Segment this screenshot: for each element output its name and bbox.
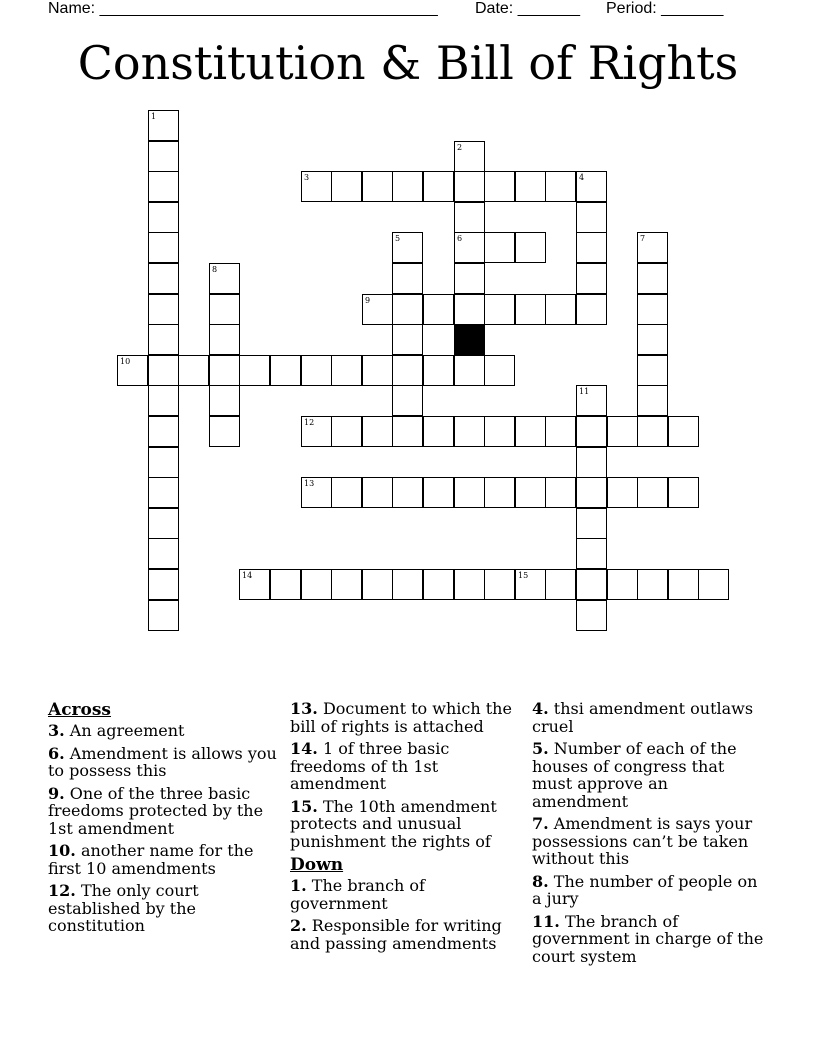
clue-number: 5. bbox=[532, 739, 549, 758]
crossword-cell[interactable] bbox=[392, 355, 423, 386]
cell-number: 5 bbox=[395, 234, 401, 243]
clues-column-3 bbox=[532, 700, 768, 970]
crossword-cell[interactable] bbox=[545, 294, 576, 325]
crossword-cell[interactable] bbox=[576, 477, 607, 508]
crossword-black-cell bbox=[454, 324, 485, 355]
crossword-cell[interactable] bbox=[331, 416, 362, 447]
crossword-cell[interactable] bbox=[637, 324, 668, 355]
crossword-cell[interactable] bbox=[362, 477, 393, 508]
crossword-cell[interactable] bbox=[148, 324, 179, 355]
clue-number: 6. bbox=[48, 743, 65, 763]
clues-column-2 bbox=[290, 700, 526, 957]
crossword-cell[interactable] bbox=[454, 171, 485, 202]
crossword-cell[interactable] bbox=[209, 263, 240, 294]
clue-down-4 bbox=[532, 700, 768, 735]
crossword-cell[interactable] bbox=[148, 600, 179, 631]
crossword-cell[interactable] bbox=[454, 232, 485, 263]
clue-number: 2. bbox=[290, 916, 307, 935]
crossword-cell[interactable] bbox=[148, 508, 179, 539]
cell-number: 9 bbox=[365, 296, 371, 305]
crossword-cell[interactable] bbox=[209, 416, 240, 447]
crossword-cell[interactable] bbox=[148, 355, 179, 386]
clue-number: 4. bbox=[532, 699, 549, 718]
crossword-cell[interactable] bbox=[178, 355, 209, 386]
crossword-cell[interactable] bbox=[392, 232, 423, 263]
clue-text: Document to which the bill of rights is attached bbox=[290, 699, 512, 736]
clue-number: 10. bbox=[48, 841, 76, 860]
clue-down-1 bbox=[290, 877, 526, 912]
cell-number: 2 bbox=[457, 143, 463, 152]
clue-number: 7. bbox=[532, 814, 549, 833]
clue-text: The 10th amendment protects and unusual punishment the rights of bbox=[290, 796, 497, 851]
crossword-cell[interactable] bbox=[515, 171, 546, 202]
date-field[interactable]: Date: _______ bbox=[475, 0, 580, 17]
crossword-cell[interactable] bbox=[607, 569, 638, 600]
crossword-cell[interactable] bbox=[392, 569, 423, 600]
cell-number: 11 bbox=[579, 387, 590, 396]
crossword-cell[interactable] bbox=[576, 508, 607, 539]
crossword-cell[interactable] bbox=[331, 477, 362, 508]
clue-across-6 bbox=[48, 745, 284, 780]
crossword-cell[interactable] bbox=[576, 538, 607, 569]
clue-across-9 bbox=[48, 785, 284, 838]
crossword-cell[interactable] bbox=[392, 294, 423, 325]
crossword-cell[interactable] bbox=[148, 110, 179, 141]
clue-across-12 bbox=[48, 882, 284, 935]
crossword-cell[interactable] bbox=[637, 477, 668, 508]
cell-number: 13 bbox=[304, 479, 315, 488]
crossword-cell[interactable] bbox=[637, 355, 668, 386]
clue-down-8 bbox=[532, 873, 768, 908]
crossword-cell[interactable] bbox=[392, 477, 423, 508]
crossword-cell[interactable] bbox=[698, 569, 729, 600]
cell-number: 1 bbox=[151, 112, 157, 121]
crossword-cell[interactable] bbox=[209, 324, 240, 355]
crossword-cell[interactable] bbox=[301, 416, 332, 447]
crossword-cell[interactable] bbox=[270, 569, 301, 600]
crossword-cell[interactable] bbox=[301, 171, 332, 202]
crossword-cell[interactable] bbox=[668, 477, 699, 508]
crossword-cell[interactable] bbox=[423, 477, 454, 508]
crossword-cell[interactable] bbox=[576, 416, 607, 447]
clue-text: The branch of government bbox=[290, 876, 425, 913]
crossword-cell[interactable] bbox=[637, 569, 668, 600]
crossword-cell[interactable] bbox=[239, 569, 270, 600]
down-heading: Down bbox=[290, 855, 344, 875]
clue-text: An agreement bbox=[69, 721, 185, 740]
crossword-cell[interactable] bbox=[637, 232, 668, 263]
clue-down-11 bbox=[532, 913, 768, 966]
clues-column-1 bbox=[48, 700, 284, 940]
clue-text: One of the three basic freedoms protected by the 1st amendment bbox=[48, 783, 264, 838]
clue-across-10 bbox=[48, 842, 284, 877]
crossword-cell[interactable] bbox=[637, 263, 668, 294]
name-field[interactable]: Name: ______________________________________ bbox=[48, 0, 438, 17]
clue-number: 1. bbox=[290, 876, 307, 895]
crossword-cell[interactable] bbox=[117, 355, 148, 386]
crossword-cell[interactable] bbox=[331, 569, 362, 600]
crossword-cell[interactable] bbox=[148, 569, 179, 600]
crossword-cell[interactable] bbox=[454, 263, 485, 294]
cell-number: 12 bbox=[304, 418, 315, 427]
crossword-cell[interactable] bbox=[454, 569, 485, 600]
crossword-cell[interactable] bbox=[148, 477, 179, 508]
crossword-cell[interactable] bbox=[362, 171, 393, 202]
crossword-cell[interactable] bbox=[484, 355, 515, 386]
crossword-cell[interactable] bbox=[362, 355, 393, 386]
crossword-cell[interactable] bbox=[484, 294, 515, 325]
cell-number: 10 bbox=[120, 357, 131, 366]
cell-number: 4 bbox=[579, 173, 585, 182]
clue-text: Amendment is allows you to possess this bbox=[48, 743, 277, 780]
cell-number: 3 bbox=[304, 173, 310, 182]
crossword-cell[interactable] bbox=[637, 416, 668, 447]
crossword-cell[interactable] bbox=[545, 569, 576, 600]
crossword-cell[interactable] bbox=[545, 416, 576, 447]
crossword-cell[interactable] bbox=[484, 416, 515, 447]
cell-number: 8 bbox=[212, 265, 218, 274]
crossword-cell[interactable] bbox=[423, 569, 454, 600]
crossword-cell[interactable] bbox=[148, 294, 179, 325]
clue-text: another name for the first 10 amendments bbox=[48, 841, 254, 878]
clue-text: Number of each of the houses of congress that must approve an amendment bbox=[532, 739, 737, 811]
crossword-cell[interactable] bbox=[362, 294, 393, 325]
crossword-cell[interactable] bbox=[607, 416, 638, 447]
crossword-cell[interactable] bbox=[392, 263, 423, 294]
crossword-cell[interactable] bbox=[423, 355, 454, 386]
crossword-cell[interactable] bbox=[331, 355, 362, 386]
crossword-cell[interactable] bbox=[515, 569, 546, 600]
crossword-cell[interactable] bbox=[331, 171, 362, 202]
crossword-cell[interactable] bbox=[148, 538, 179, 569]
crossword-cell[interactable] bbox=[515, 294, 546, 325]
clue-number: 3. bbox=[48, 721, 65, 740]
crossword-cell[interactable] bbox=[423, 171, 454, 202]
clue-text: thsi amendment outlaws cruel bbox=[532, 699, 754, 736]
clue-across-13 bbox=[290, 700, 526, 735]
clue-across-3 bbox=[48, 722, 284, 740]
crossword-cell[interactable] bbox=[515, 232, 546, 263]
crossword-cell[interactable] bbox=[576, 202, 607, 233]
crossword-cell[interactable] bbox=[148, 447, 179, 478]
clue-across-14 bbox=[290, 740, 526, 793]
crossword-cell[interactable] bbox=[301, 569, 332, 600]
clue-text: Responsible for writing and passing amendments bbox=[290, 916, 502, 953]
crossword-cell[interactable] bbox=[148, 141, 179, 172]
crossword-cell[interactable] bbox=[209, 294, 240, 325]
clue-number: 9. bbox=[48, 783, 65, 803]
crossword-cell[interactable] bbox=[454, 141, 485, 172]
clue-text: The branch of government in charge of the court system bbox=[532, 911, 764, 966]
crossword-cell[interactable] bbox=[576, 600, 607, 631]
crossword-cell[interactable] bbox=[515, 477, 546, 508]
cell-number: 6 bbox=[457, 234, 463, 243]
clue-down-5 bbox=[532, 740, 768, 810]
crossword-cell[interactable] bbox=[454, 202, 485, 233]
crossword-cell[interactable] bbox=[484, 171, 515, 202]
crossword-cell[interactable] bbox=[545, 171, 576, 202]
crossword-cell[interactable] bbox=[515, 416, 546, 447]
crossword-cell[interactable] bbox=[637, 294, 668, 325]
crossword-cell[interactable] bbox=[392, 324, 423, 355]
crossword-cell[interactable] bbox=[392, 385, 423, 416]
crossword-cell[interactable] bbox=[484, 477, 515, 508]
crossword-cell[interactable] bbox=[301, 477, 332, 508]
crossword-cell[interactable] bbox=[423, 294, 454, 325]
crossword-cell[interactable] bbox=[576, 447, 607, 478]
clue-text: The number of people on a jury bbox=[532, 871, 758, 908]
crossword-cell[interactable] bbox=[148, 263, 179, 294]
crossword-cell[interactable] bbox=[148, 385, 179, 416]
cell-number: 15 bbox=[518, 571, 529, 580]
clue-number: 12. bbox=[48, 881, 76, 900]
crossword-cell[interactable] bbox=[454, 477, 485, 508]
crossword-cell[interactable] bbox=[392, 416, 423, 447]
crossword-cell[interactable] bbox=[454, 294, 485, 325]
crossword-cell[interactable] bbox=[270, 355, 301, 386]
clue-text: 1 of three basic freedoms of th 1st amendment bbox=[290, 739, 450, 793]
crossword-cell[interactable] bbox=[392, 171, 423, 202]
crossword-cell[interactable] bbox=[576, 569, 607, 600]
clue-text: Amendment is says your possessions can’t be taken without this bbox=[532, 814, 753, 868]
page-title: Constitution & Bill of Rights bbox=[77, 36, 739, 90]
crossword-cell[interactable] bbox=[484, 569, 515, 600]
crossword-cell[interactable] bbox=[576, 385, 607, 416]
crossword-cell[interactable] bbox=[239, 355, 270, 386]
clue-number: 14. bbox=[290, 739, 318, 758]
crossword-cell[interactable] bbox=[576, 263, 607, 294]
crossword-cell[interactable] bbox=[668, 569, 699, 600]
crossword-cell[interactable] bbox=[209, 385, 240, 416]
crossword-cell[interactable] bbox=[454, 355, 485, 386]
cell-number: 14 bbox=[242, 571, 253, 580]
clue-number: 11. bbox=[532, 911, 560, 931]
crossword-cell[interactable] bbox=[148, 416, 179, 447]
crossword-cell[interactable] bbox=[545, 477, 576, 508]
crossword-cell[interactable] bbox=[148, 232, 179, 263]
crossword-cell[interactable] bbox=[576, 171, 607, 202]
crossword-cell[interactable] bbox=[637, 385, 668, 416]
clue-number: 13. bbox=[290, 699, 318, 718]
crossword-cell[interactable] bbox=[668, 416, 699, 447]
crossword-cell[interactable] bbox=[607, 477, 638, 508]
crossword-cell[interactable] bbox=[576, 294, 607, 325]
crossword-cell[interactable] bbox=[148, 171, 179, 202]
crossword-cell[interactable] bbox=[209, 355, 240, 386]
clue-text: The only court established by the constitution bbox=[48, 881, 199, 935]
clue-number: 15. bbox=[290, 796, 318, 816]
crossword-cell[interactable] bbox=[423, 416, 454, 447]
clue-down-2 bbox=[290, 917, 526, 952]
crossword-cell[interactable] bbox=[484, 232, 515, 263]
clue-down-7 bbox=[532, 815, 768, 868]
clue-across-15 bbox=[290, 798, 526, 851]
period-field[interactable]: Period: _______ bbox=[606, 0, 724, 17]
clue-number: 8. bbox=[532, 871, 549, 891]
crossword-cell[interactable] bbox=[301, 355, 332, 386]
crossword-cell[interactable] bbox=[362, 569, 393, 600]
crossword-cell[interactable] bbox=[454, 416, 485, 447]
crossword-cell[interactable] bbox=[362, 416, 393, 447]
across-heading: Across bbox=[48, 700, 111, 720]
cell-number: 7 bbox=[640, 234, 646, 243]
crossword-cell[interactable] bbox=[576, 232, 607, 263]
crossword-cell[interactable] bbox=[148, 202, 179, 233]
